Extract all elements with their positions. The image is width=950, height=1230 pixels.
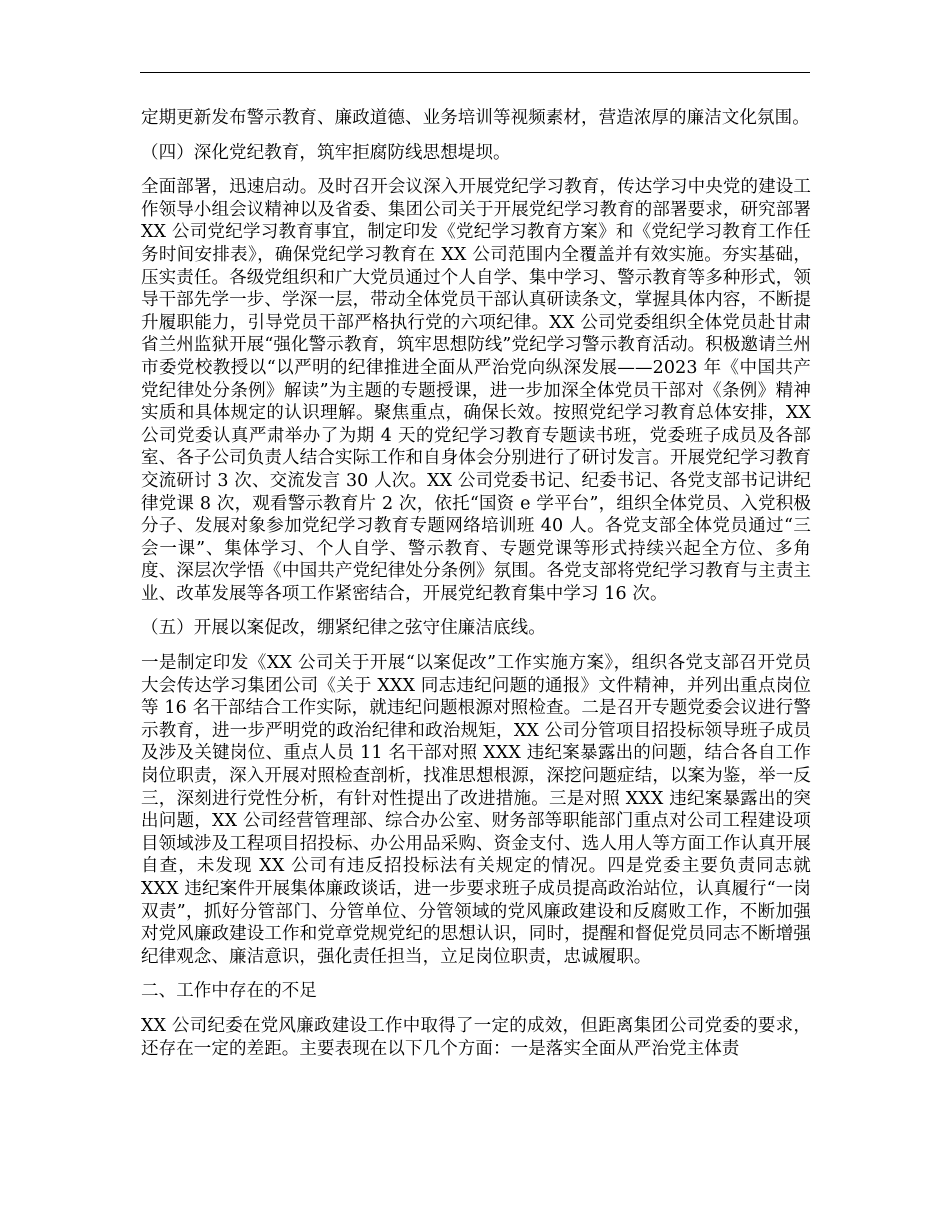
paragraph-case-reform: 一是制定印发《XX 公司关于开展“以案促改”工作实施方案》，组织各党支部召开党员大会传达学习集团公司《关于 XXX 同志违纪问题的通报》文件精神，并列出重点岗位等 16 名干部结合工作实际，就违纪问题根源对照检查。二是召开专题党委会议进行警示教育，进一步严明党的政治纪律和政治规矩，XX 公司分管项目招投标领导班子成员及涉及关键岗位、重点人员 11 名干部对照 XXX 违纪案暴露出的问题，结合各自工作岗位职责，深入开展对照检查剖析，找准思想根源，深挖问题症结，以案为鉴，举一反三，深刻进行党性分析，有针对性提出了改进措施。三是对照 XXX 违纪案暴露出的突出问题，XX 公司经营管理部、综合办公室、财务部等职能部门重点对公司工程建设项目领域涉及工程项目招投标、办公用品采购、资金支付、选人用人等方面工作认真开展自查，未发现 XX 公司有违反招投标法有关规定的情况。四是党委主要负责同志就 XXX 违纪案件开展集体廉政谈话，进一步要求班子成员提高政治站位，认真履行“一岗双责”，抓好分管部门、分管单位、分管领域的党风廉政建设和反腐败工作，不断加强对党风廉政建设工作和党章党规党纪的思想认识，同时，提醒和督促党员同志不断增强纪律观念、廉洁意识，强化责任担当，立足岗位职责，忠诚履职。 [141, 653, 811, 967]
document-body [141, 107, 811, 1072]
heading-shortcomings: 二、工作中存在的不足 [141, 981, 317, 1002]
header-rule [140, 72, 810, 73]
paragraph-shortcomings-intro: XX 公司纪委在党风廉政建设工作中取得了一定的成效，但距离集团公司党委的要求，还存在一定的差距。主要表现在以下几个方面：一是落实全面从严治党主体责 [141, 1015, 811, 1059]
paragraph-video-materials: 定期更新发布警示教育、廉政道德、业务培训等视频素材，营造浓厚的廉洁文化氛围。 [141, 108, 810, 128]
heading-section-four: （四）深化党纪教育，筑牢拒腐防线思想堤坝。 [141, 142, 511, 163]
heading-section-five: （五）开展以案促改，绷紧纪律之弦守住廉洁底线。 [141, 618, 546, 639]
paragraph-party-discipline-education: 全面部署，迅速启动。及时召开会议深入开展党纪学习教育，传达学习中央党的建设工作领导小组会议精神以及省委、集团公司关于开展党纪学习教育的部署要求，研究部署 XX 公司党纪学习教育事宜，制定印发《党纪学习教育方案》和《党纪学习教育工作任务时间安排表》，确保党纪学习教育在 XX 公司范围内全覆盖并有效实施。夯实基础，压实责任。各级党组织和广大党员通过个人自学、集中学习、警示教育等多种形式，领导干部先学一步、学深一层，带动全体党员干部认真研读条文，掌握具体内容，不断提升履职能力，引导党员干部严格执行党的六项纪律。XX 公司党委组织全体党员赴甘肃省兰州监狱开展“强化警示教育，筑牢思想防线”党纪学习警示教育活动。积极邀请兰州市委党校教授以“以严明的纪律推进全面从严治党向纵深发展——2023 年《中国共产党纪律处分条例》解读”为主题的专题授课，进一步加深全体党员干部对《条例》精神实质和具体规定的认识理解。聚焦重点，确保长效。按照党纪学习教育总体安排，XX 公司党委认真严肃举办了为期 4 天的党纪学习教育专题读书班，党委班子成员及各部室、各子公司负责人结合实际工作和自身体会分别进行了研讨发言。开展党纪学习教育交流研讨 3 次、交流发言 30 人次。XX 公司党委书记、纪委书记、各党支部书记讲纪律党课 8 次，观看警示教育片 2 次，依托“国资 e 学平台”，组织全体党员、入党积极分子、发展对象参加党纪学习教育专题网络培训班 40 人。各党支部全体党员通过“三会一课”、集体学习、个人自学、警示教育、专题党课等形式持续兴起全方位、多角度、深层次学悟《中国共产党纪律处分条例》氛围。各党支部将党纪学习教育与主责主业、改革发展等各项工作紧密结合，开展党纪教育集中学习 16 次。 [141, 177, 811, 604]
